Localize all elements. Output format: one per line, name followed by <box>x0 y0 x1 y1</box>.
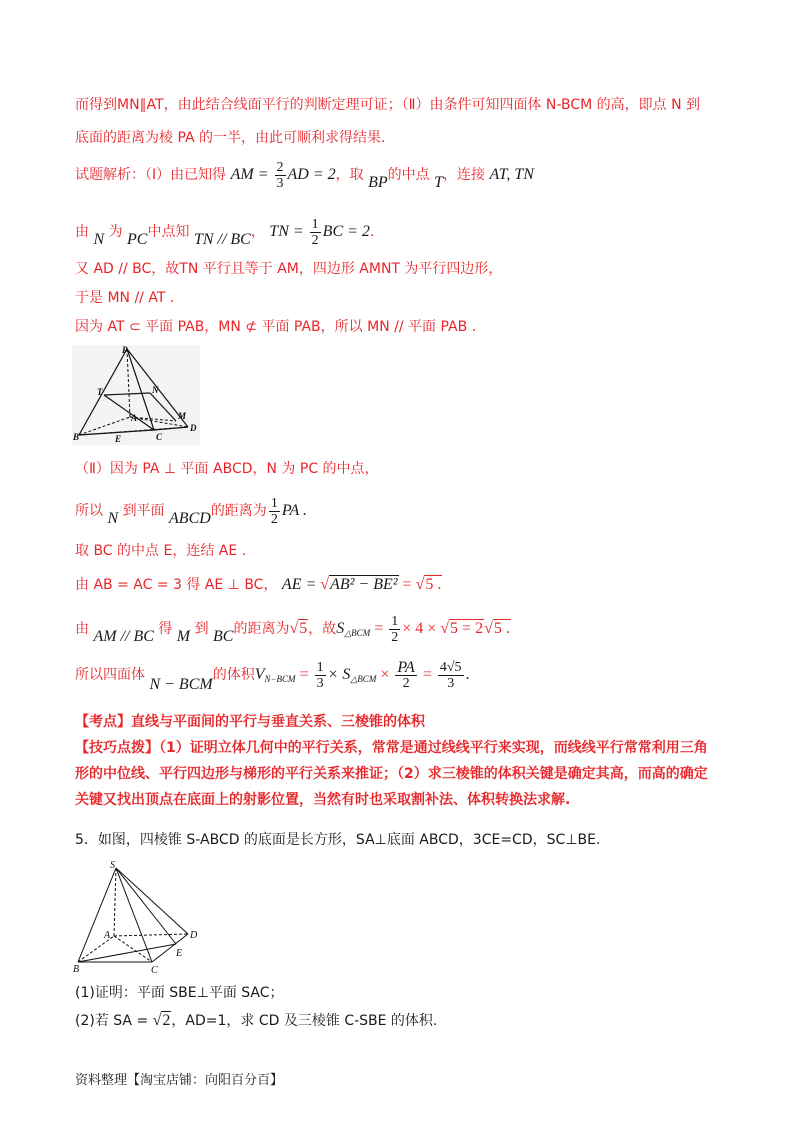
solution-line-2: 由 N 为 PC中点知 TN // BC， TN = $\frac{1}{2}$ BC = 2. <box>75 216 375 248</box>
frac-half: $\frac{1}{2}$ <box>311 216 319 248</box>
period: . <box>465 666 470 683</box>
text-you: 由 <box>75 224 89 240</box>
var-bp: BP <box>368 174 388 191</box>
eq-equals4: = <box>418 666 436 683</box>
var-t: T <box>434 174 443 191</box>
fig2-label-a: A <box>104 930 111 941</box>
text-midpoint: 的中点 <box>387 167 430 183</box>
solution-line-8: 取 BC 的中点 E，连结 AE . <box>75 543 247 559</box>
eq-times: × <box>376 666 394 683</box>
text-tetrahedron: 所以四面体 <box>75 667 145 683</box>
eq-equals2: = <box>370 620 388 637</box>
fig1-label-d: D <box>190 423 197 433</box>
text-volume: 的体积 <box>212 667 255 683</box>
var-s: S <box>336 620 345 637</box>
problem-5-statement: 5．如图，四棱锥 S-ABCD 的底面是长方形，SA⊥底面 ABCD，3CE=CD，SC⊥BE. <box>75 832 601 848</box>
sub-bcm: △BCM <box>344 628 371 638</box>
solution-line-4: 于是 MN // AT . <box>75 290 175 306</box>
eq-equals3: = <box>295 666 313 683</box>
var-pc: PC <box>127 231 148 248</box>
solution-line-9: 由 AB = AC = 3 得 AE ⊥ BC， AE = √AB² − BE² = √5 . <box>75 576 442 593</box>
fig2-label-b: B <box>73 964 80 975</box>
text-de: 得 <box>158 621 173 637</box>
solution-line-3: 又 AD // BC，故TN 平行且等于 AM，四边形 AMNT 为平行四边形， <box>75 261 503 277</box>
solution-line-6: （Ⅱ）因为 PA ⊥ 平面 ABCD，N 为 PC 的中点， <box>75 461 379 477</box>
frac-pa-2: $\frac{PA}{2}$ <box>397 658 415 691</box>
fig2-label-e: E <box>176 948 183 959</box>
fig1-label-e: E <box>115 434 122 444</box>
solution-line-1 <box>75 158 534 200</box>
jiqiao-line-2: 形的中位线、平行四边形与梯形的平行关系来推证；（2）求三棱锥的体积关键是确定其高，而高的确定 <box>75 766 708 782</box>
frac-half-b: $\frac{1}{2}$ <box>270 495 278 527</box>
text-wei: 为 <box>108 224 123 240</box>
text-you2: 由 <box>75 621 89 637</box>
fig2-label-d: D <box>190 930 198 941</box>
eq-root5-eq: 5 = 2 <box>450 620 484 637</box>
text-midpoint-know: 中点知 <box>147 224 190 240</box>
sub-n-bcm: N−BCM <box>264 674 296 684</box>
eq-tn: TN = <box>269 223 308 240</box>
analysis-line-2: 底面的距离为棱 PA 的一半，由此可顺利求得结果. <box>75 130 386 146</box>
eq-times-4: × 4 × <box>402 620 441 637</box>
fig1-label-t: T <box>97 387 103 397</box>
kaodian-line: 【考点】直线与平面间的平行与垂直关系、三棱锥的体积 <box>75 714 425 730</box>
solution-label: 试题解析：（Ⅰ）由已知得 <box>75 167 227 183</box>
text-suoyi: 所以 <box>75 503 103 519</box>
fig2-label-s: S <box>110 860 115 871</box>
text-to-plane: 到平面 <box>122 503 165 519</box>
solution-line-11 <box>75 655 470 705</box>
pyramid-figure-1 <box>72 345 200 445</box>
text-gu: ，故 <box>308 621 337 637</box>
text-take: ，取 <box>335 167 364 183</box>
eq-ae: AE = <box>281 576 321 593</box>
value-root5-b: 5 <box>299 620 308 637</box>
text-dao: 到 <box>194 621 209 637</box>
q2-prefix: (2)若 SA = <box>75 1013 153 1029</box>
var-at-tn: AT, TN <box>489 166 534 183</box>
value-root5-c: 5 . <box>493 620 510 637</box>
var-n2: N <box>107 510 119 527</box>
solution-line-10: 由 AM // BC 得 M 到 BC的距离为√5，故$S_{\triangle BCM}$ = $\frac{1}{2}$ × 4 × √5 = 2√5 . <box>75 613 510 645</box>
eq-equals: = <box>398 576 416 593</box>
footer-source: 资料整理【淘宝店铺：向阳百分百】 <box>75 1073 284 1088</box>
eq-ad: AD = 2 <box>287 166 336 183</box>
question-1: (1)证明：平面 SBE⊥平面 SAC； <box>75 985 284 1001</box>
fig1-label-n: N <box>152 385 159 395</box>
q2-root2: 2 <box>162 1012 171 1029</box>
question-2: (2)若 SA = √2，AD=1，求 CD 及三棱锥 C-SBE 的体积. <box>75 1012 438 1029</box>
eq-am: AM = <box>230 166 273 183</box>
value-root5: 5 . <box>425 576 442 593</box>
var-pa: PA . <box>281 502 308 519</box>
frac-4root5-3: $\frac{4√5}{3}$ <box>439 659 462 691</box>
text-distance2: 的距离为 <box>233 621 290 637</box>
solution-line-7 <box>75 494 307 536</box>
frac-half-c: $\frac{1}{2}$ <box>391 613 399 645</box>
frac-two-thirds: $\frac{2}{3}$ <box>276 159 284 191</box>
var-bc: BC <box>213 628 234 645</box>
text-connect: ，连接 <box>442 167 485 183</box>
pyramid-figure-2 <box>72 858 202 976</box>
jiqiao-line-1: 【技巧点拨】（1）证明立体几何中的平行关系，常常是通过线线平行来实现，而线线平行常常利用三角 <box>75 740 708 756</box>
fig1-label-a: A <box>131 413 138 423</box>
jiqiao-line-3: 关键又找出顶点在底面上的射影位置，当然有时也采取割补法、体积转换法求解. <box>75 792 571 808</box>
analysis-line-1: 而得到MN∥AT，由此结合线面平行的判断定理可证；（Ⅱ）由条件可知四面体 N-BCM 的高，即点 N 到 <box>75 97 700 113</box>
var-v: V <box>254 666 265 683</box>
radicand-ab-be: AB² − BE² <box>330 576 398 593</box>
q2-suffix: ，AD=1，求 CD 及三棱锥 C-SBE 的体积. <box>171 1013 438 1029</box>
fig1-label-b: B <box>73 432 80 442</box>
text-distance: 的距离为 <box>210 503 267 519</box>
eq-am-parallel-bc: AM // BC <box>93 628 154 645</box>
fig2-label-c: C <box>151 965 158 976</box>
sub-bcm2: △BCM <box>350 674 377 684</box>
solution-line-5: 因为 AT ⊂ 平面 PAB，MN ⊄ 平面 PAB，所以 MN // 平面 PAB . <box>75 319 477 335</box>
var-abcd: ABCD <box>169 510 211 527</box>
var-n-bcm: N − BCM <box>149 676 213 693</box>
fig1-label-p: P <box>122 345 128 355</box>
fig1-label-m: M <box>178 411 187 421</box>
fig1-label-c: C <box>156 432 163 442</box>
eq-tn-parallel-bc: TN // BC <box>193 231 251 248</box>
eq-bc-2: BC = 2 <box>322 223 370 240</box>
frac-third: $\frac{1}{3}$ <box>316 659 324 691</box>
var-m: M <box>176 628 191 645</box>
eq-times-s: × S <box>327 666 351 683</box>
var-n: N <box>93 231 105 248</box>
eq-ab-ac: 由 AB = AC = 3 得 AE ⊥ BC， <box>75 577 278 593</box>
